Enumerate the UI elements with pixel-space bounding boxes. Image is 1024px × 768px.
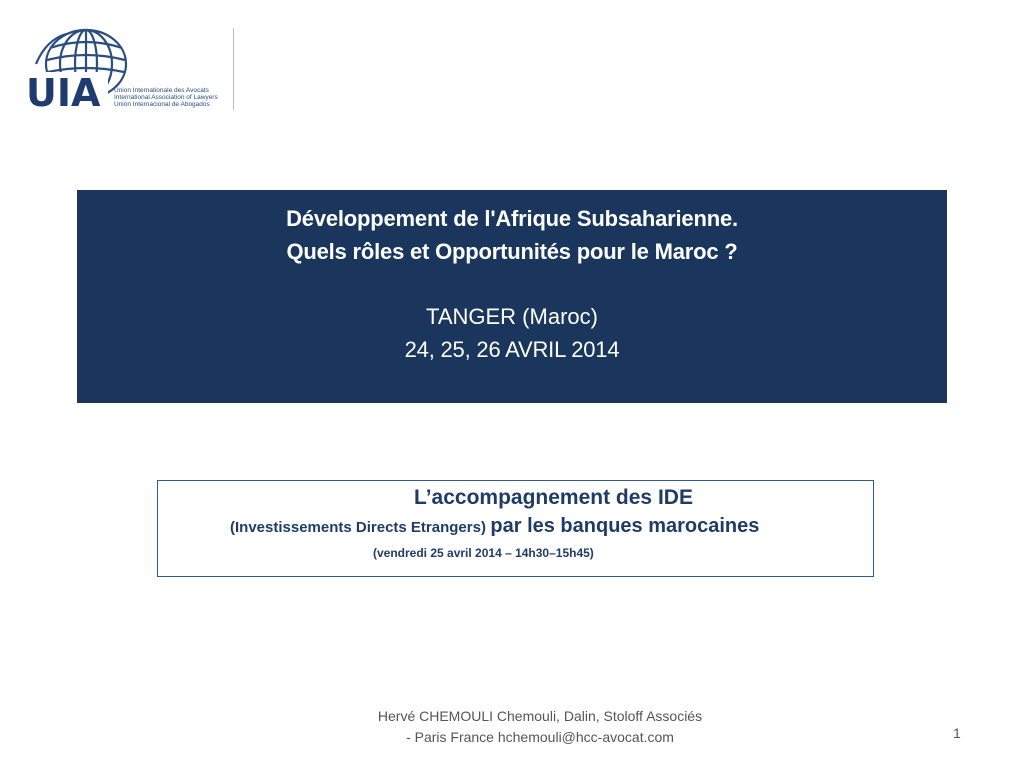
session-schedule: (vendredi 25 avril 2014 – 14h30–15h45) (373, 546, 594, 560)
uia-logo (26, 26, 234, 110)
banner-title-line1: Développement de l'Afrique Subsaharienne. (286, 206, 738, 231)
uia-line-fr: Union Internationale des Avocats (114, 87, 209, 94)
banner-dates: 24, 25, 26 AVRIL 2014 (404, 337, 620, 362)
uia-line-es: Unión Internacional de Abogados (114, 101, 210, 108)
session-box (157, 480, 874, 577)
footer-line1: Hervé CHEMOULI Chemouli, Dalin, Stoloff Associés (377, 708, 703, 724)
banner-title-line2: Quels rôles et Opportunités pour le Maroc ? (286, 239, 738, 264)
uia-globe-logo-icon (26, 26, 234, 110)
session-title: L’accompagnement des IDE (414, 486, 693, 509)
uia-acronym: UIA (26, 71, 101, 110)
footer-line2: - Paris France hchemouli@hcc-avocat.com (406, 729, 674, 745)
session-subtitle-paren: (Investissements Directs Etrangers) (230, 519, 486, 536)
session-subtitle (230, 515, 759, 538)
session-subtitle-rest: par les banques marocaines (490, 515, 760, 537)
logo-divider (233, 28, 234, 110)
banner-city: TANGER (Maroc) (426, 304, 598, 329)
conference-banner (77, 190, 947, 403)
footer-credits (300, 706, 780, 748)
page-number: 1 (953, 725, 961, 741)
uia-line-en: International Association of Lawyers (114, 94, 218, 101)
